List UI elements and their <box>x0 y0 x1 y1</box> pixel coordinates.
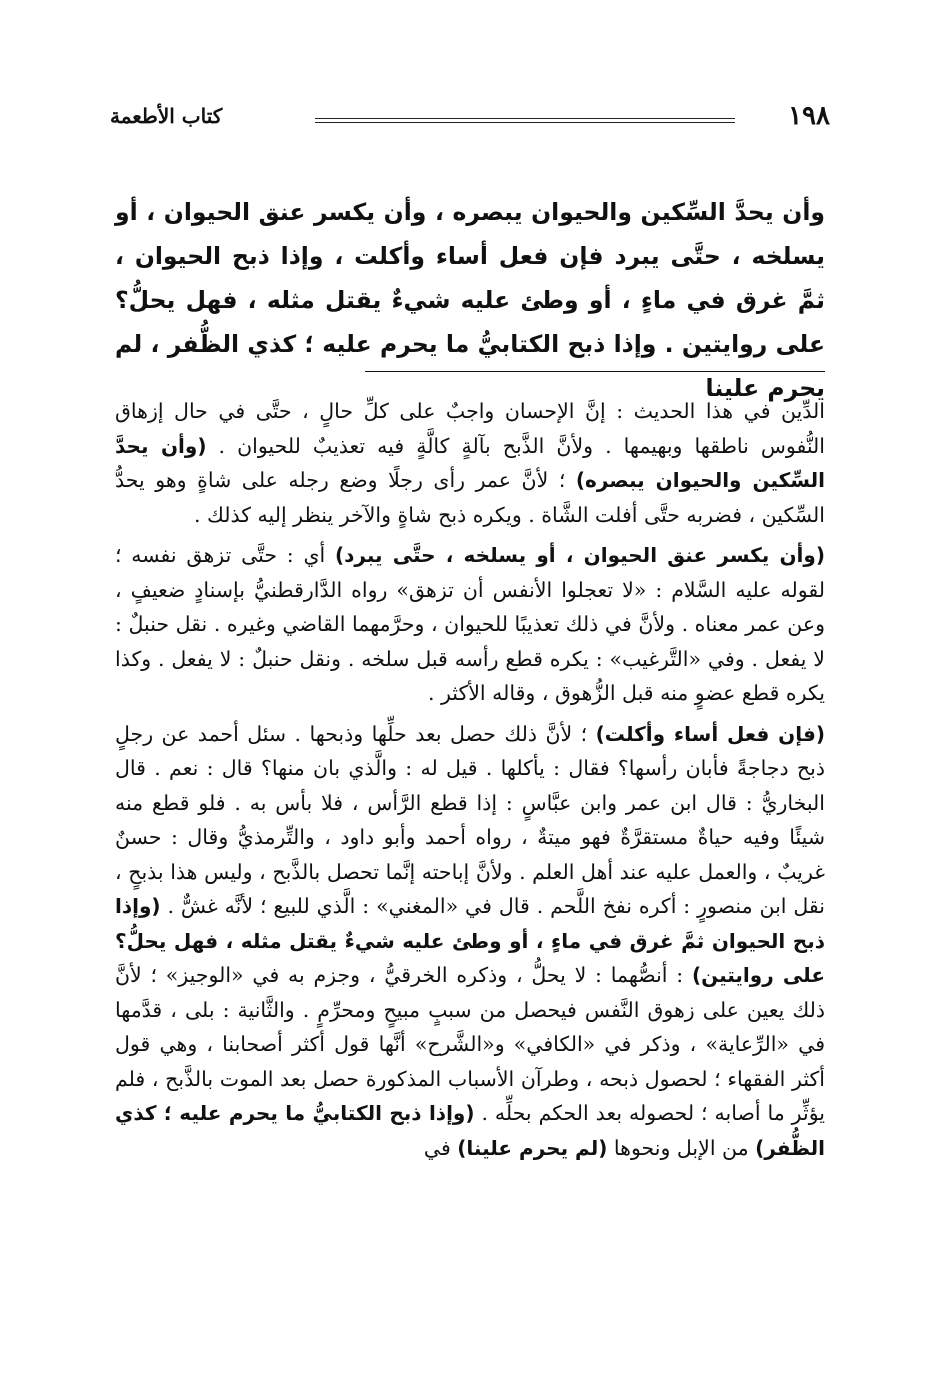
running-header <box>110 96 830 136</box>
commentary-text: الدِّين في هذا الحديث : إنَّ الإحسان واجبٌ على كلِّ حالٍ ، حتَّى في حال إزهاق النُّفوس ناطقها وبهيمها . ولأنَّ الذَّبح بآلةٍ كالَّةٍ فيه تعذيبٌ للحيوان . <box>115 399 825 458</box>
quoted-matn: (لم يحرم علينا) <box>457 1135 608 1160</box>
quoted-matn: (وأن يكسر عنق الحيوان ، أو يسلخه ، حتَّى يبرد) <box>334 543 825 567</box>
commentary-text: أي : حتَّى تزهق نفسه ؛ لقوله عليه السَّلام : «لا تعجلوا الأنفس أن تزهق» رواه الدَّارقطنيُّ بإسنادٍ ضعيفٍ ، وعن عمر معناه . ولأنَّ في ذلك تعذيبًا للحيوان ، وحرَّمهما القاضي وغيره . نقل حنبلٌ : لا يفعل . وفي «التَّرغيب» : يكره قطع رأسه قبل سلخه . ونقل حنبلٌ : لا يفعل . وكذا يكره قطع عضوٍ منه قبل الزُّهوق ، وقاله الأكثر . <box>115 543 825 705</box>
commentary-paragraph <box>115 538 825 711</box>
commentary-text: من الإبل ونحوها <box>613 1135 749 1160</box>
footnote-separator <box>365 371 825 372</box>
book-title: كتاب الأطعمة <box>110 104 223 128</box>
main-text: وأن يحدَّ السِّكين والحيوان يبصره ، وأن يكسر عنق الحيوان ، أو يسلخه ، حتَّى يبرد فإن فعل أساء وأكلت ، وإذا ذبح الحيوان ، ثمَّ غرق في ماءٍ ، أو وطئ عليه شيءٌ يقتل مثله ، فهل يحلُّ؟ على روايتين . وإذا ذبح الكتابيُّ ما يحرم عليه ؛ كذي الظُّفر ، لم يحرم علينا <box>115 198 825 402</box>
commentary-text: ؛ لأنَّ ذلك حصل بعد حلِّها وذبحها . سئل أحمد عن رجلٍ ذبح دجاجةً فأبان رأسها؟ فقال : يأكلها . قيل له : والَّذي بان منها؟ قال : نعم . قال البخاريُّ : قال ابن عمر وابن عبَّاسٍ : إذا قطع الرَّأس ، فلا بأس به . فلو قطع منه شيئًا وفيه حياةٌ مستقرَّةٌ فهو ميتةٌ ، رواه أحمد وأبو داود ، والتِّرمذيُّ وقال : حسنٌ غريبٌ ، والعمل عليه عند أهل العلم . ولأنَّ إباحته إنَّما تحصل بالذَّبح ، وليس هذا بذبحٍ ، نقل ابن منصورٍ : أكره نفخ اللَّحم . قال في «المغني» : الَّذي للبيع ؛ لأنَّه غشٌّ . <box>115 721 825 918</box>
commentary-text: : أنصُّهما : لا يحلُّ ، وذكره الخرقيُّ ، وجزم به في «الوجيز» ؛ لأنَّ ذلك يعين على زهوق النَّفس فيحصل من سببٍ مبيحٍ ومحرِّمٍ . والثَّانية : بلى ، قدَّمها في «الرِّعاية» ، وذكر في «الكافي» و«الشَّرح» أنَّها قول أكثر أصحابنا ، وهي قول أكثر الفقهاء ؛ لحصول ذبحه ، وطرآن الأسباب المذكورة حصل بعد الموت بالذَّبح ، فلم يؤثِّر ما أصابه ؛ لحصوله بعد الحكم بحلِّه . <box>115 963 825 1125</box>
commentary-text: في <box>423 1135 451 1160</box>
quoted-matn: (وإذا ذبح الكتابيُّ ما يحرم عليه ؛ كذي الظُّفر) <box>115 1101 825 1160</box>
quoted-matn: (فإن فعل أساء وأكلت) <box>595 721 825 746</box>
commentary-paragraph <box>115 717 825 1166</box>
commentary-paragraph <box>115 394 825 532</box>
header-rule <box>315 118 735 119</box>
page-number: ١٩٨ <box>788 101 830 131</box>
quoted-matn: (وأن يحدَّ السِّكين والحيوان يبصره) <box>115 433 825 492</box>
commentary-text: ؛ لأنَّ عمر رأى رجلًا وضع رجله على شاةٍ وهو يحدُّ السِّكين ، فضربه حتَّى أفلت الشَّاة . ويكره ذبح شاةٍ والآخر ينظر إليه كذلك . <box>115 468 825 527</box>
commentary <box>115 394 825 1171</box>
quoted-matn: (وإذا ذبح الحيوان ثمَّ غرق في ماءٍ ، أو وطئ عليه شيءٌ يقتل مثله ، فهل يحلُّ؟ على روايتين) <box>115 894 825 987</box>
